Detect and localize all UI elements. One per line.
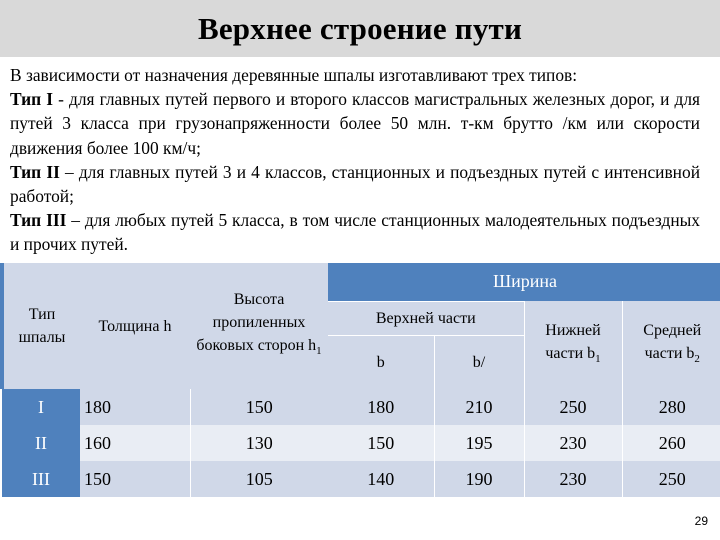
row-1-h: 180 (80, 389, 190, 425)
header-b (328, 335, 434, 389)
row-3-h1: 105 (190, 461, 328, 497)
row-1-h1: 150 (190, 389, 328, 425)
header-height-text: Высота пропиленных боковых сторон h (196, 291, 317, 355)
header-top-part-label: Верхней части (375, 309, 476, 327)
row-3-b2: 250 (622, 461, 720, 497)
row-3-b: 140 (328, 461, 434, 497)
header-type-label: Тип шпалы (18, 306, 66, 346)
table-row (2, 461, 720, 497)
header-bottom-label (545, 321, 601, 366)
header-thickness-label: Толщина h (98, 317, 172, 335)
header-bottom-sub: 1 (595, 353, 601, 366)
row-2-h1: 130 (190, 425, 328, 461)
type-1-label: Тип I (10, 89, 54, 110)
header-height (190, 263, 328, 389)
header-middle-text: Средней части b (643, 321, 702, 362)
header-bottom-part (524, 301, 622, 389)
row-2-type: II (2, 425, 80, 461)
row-1-type: I (2, 389, 80, 425)
header-middle-label (643, 321, 702, 366)
title-bar (0, 0, 720, 57)
row-2-b2: 260 (622, 425, 720, 461)
header-thickness (80, 263, 190, 389)
header-b-label: b (376, 353, 385, 371)
row-1-b1: 250 (524, 389, 622, 425)
row-1-b-prime: 210 (434, 389, 524, 425)
header-type (2, 263, 80, 389)
row-1-b2: 280 (622, 389, 720, 425)
type-1-text: - для главных путей первого и второго классов магистральных железных дорог, и для путей 3 класса при грузонапряженности более 50 млн. т-км брутто /км или скорости движения более 100 км/ч; (10, 89, 700, 158)
header-height-sub: 1 (316, 345, 322, 358)
header-width (328, 263, 720, 301)
row-3-h: 150 (80, 461, 190, 497)
table-row (2, 425, 720, 461)
body-text (10, 63, 700, 257)
type-2-text: – для главных путей 3 и 4 классов, станционных и подъездных путей с интенсивной работой; (10, 161, 700, 207)
table-row (2, 389, 720, 425)
type-3-text: – для любых путей 5 класса, в том числе станционных малодеятельных подъездных и прочих путей. (10, 210, 701, 255)
type-1-paragraph (10, 87, 700, 160)
row-3-b1: 230 (524, 461, 622, 497)
page-title: Верхнее строение пути (197, 10, 523, 46)
type-3-label: Тип III (10, 210, 67, 231)
row-1-b: 180 (328, 389, 434, 425)
row-3-type: III (2, 461, 80, 497)
row-2-h: 160 (80, 425, 190, 461)
header-b-prime-label: b/ (472, 353, 486, 371)
header-top-part (328, 301, 524, 335)
row-2-b-prime: 195 (434, 425, 524, 461)
intro-text: В зависимости от назначения деревянные шпалы изготавливают трех типов: (10, 65, 578, 85)
type-2-paragraph (10, 160, 700, 208)
header-middle-part (622, 301, 720, 389)
sleeper-dimensions-table (0, 263, 720, 497)
row-3-b-prime: 190 (434, 461, 524, 497)
page-number: 29 (694, 514, 708, 528)
header-height-label (196, 291, 322, 358)
row-2-b: 150 (328, 425, 434, 461)
header-middle-sub: 2 (694, 353, 700, 366)
header-b-prime (434, 335, 524, 389)
type-2-label: Тип II (10, 161, 60, 182)
header-width-label: Ширина (493, 271, 558, 292)
type-3-paragraph (10, 208, 700, 256)
header-bottom-text: Нижней части b (545, 321, 601, 362)
row-2-b1: 230 (524, 425, 622, 461)
